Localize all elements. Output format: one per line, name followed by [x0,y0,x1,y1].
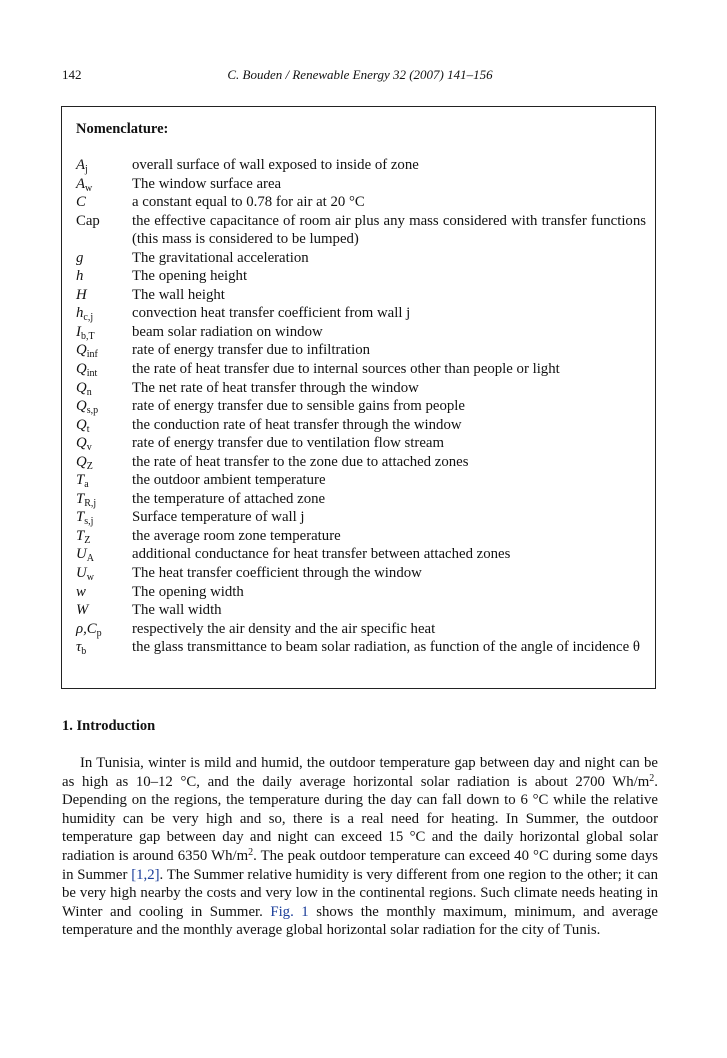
nomenclature-description: rate of energy transfer due to infiltration [132,342,371,359]
nomenclature-symbol [76,416,132,435]
nomenclature-row [76,193,646,212]
nomenclature-symbol [76,453,132,472]
nomenclature-symbol [76,508,132,527]
nomenclature-symbol [76,286,132,305]
nomenclature-row [76,583,646,602]
symbol-subscript: inf [86,349,98,361]
introduction-paragraph [62,754,658,940]
intro-text: . Depending on the regions, the temperature during the day can fall down to 6 °C while the relative humidity can be very high and so, there is a real need for heating. In Summer, the outdoor temperature gap between day and night can exceed 15 °C and the daily horizontal global solar radiation is around 6350 Wh/m [62,773,658,864]
nomenclature-symbol [76,360,132,379]
nomenclature-title: Nomenclature: [76,121,169,137]
symbol-subscript: s,p [86,405,99,417]
nomenclature-symbol [76,601,132,620]
nomenclature-row [76,564,646,583]
symbol-subscript: a [84,479,89,491]
nomenclature-description: additional conductance for heat transfer between attached zones [132,546,511,563]
nomenclature-description: the rate of heat transfer due to internal sources other than people or light [132,361,560,378]
symbol-subscript: v [86,442,92,454]
nomenclature-symbol [76,397,132,416]
nomenclature-description: respectively the air density and the air specific heat [132,620,436,637]
nomenclature-symbol [76,323,132,342]
nomenclature-symbol [76,434,132,453]
page-header [62,67,658,85]
nomenclature-symbol [76,638,132,657]
symbol-base: T [76,490,85,507]
nomenclature-description: overall surface of wall exposed to inside of zone [132,157,419,173]
symbol-base: A [76,175,86,192]
nomenclature-description: the outdoor ambient temperature [132,472,326,489]
nomenclature-symbol [76,193,132,212]
nomenclature-row [76,453,646,472]
intro-text: . The Summer relative humidity is very different from one region to the other; it can be very high nearby the costs and very low in the continental regions. Such climate needs heating in Winter and cooling in Summer. [62,866,658,920]
nomenclature-row [76,249,646,268]
symbol-subscript: A [86,553,94,565]
nomenclature-symbol [76,620,132,639]
symbol-base: Q [76,342,87,359]
nomenclature-description: the rate of heat transfer to the zone due to attached zones [132,453,469,470]
symbol-subscript: t [86,423,90,435]
symbol-subscript: c,j [83,312,94,324]
nomenclature-row [76,379,646,398]
nomenclature-row [76,601,646,620]
symbol-base: W [76,602,89,619]
nomenclature-row [76,527,646,546]
nomenclature-row [76,212,646,249]
nomenclature-description: the average room zone temperature [132,527,341,544]
symbol-base: Q [76,453,87,470]
nomenclature-description: rate of energy transfer due to ventilation flow stream [132,435,444,452]
nomenclature-symbol [76,175,132,194]
symbol-subscript: p [96,627,102,639]
symbol-subscript: int [86,368,98,380]
nomenclature-row [76,434,646,453]
nomenclature-row [76,397,646,416]
symbol-base: C [76,194,86,211]
section-title: 1. Introduction [62,718,156,734]
symbol-base: Q [76,416,87,433]
nomenclature-row [76,175,646,194]
intro-text: shows the monthly maximum, minimum, and average temperature and the monthly average global horizontal solar radiation for the city of Tunis. [62,903,658,939]
symbol-subscript: n [86,386,92,398]
nomenclature-row [76,471,646,490]
symbol-subscript: w [86,572,94,584]
nomenclature-row [76,360,646,379]
nomenclature-row [76,323,646,342]
nomenclature-symbol [76,212,132,249]
nomenclature-description: the glass transmittance to beam solar radiation, as function of the angle of incidence θ [132,639,640,656]
symbol-subscript: Z [84,534,91,546]
symbol-subscript: s,j [84,516,94,528]
nomenclature-description: a constant equal to 0.78 for air at 20 °C [132,194,365,211]
nomenclature-description: The window surface area [132,175,282,192]
symbol-base: h [76,268,84,285]
nomenclature-row [76,490,646,509]
nomenclature-description: the conduction rate of heat transfer through the window [132,416,462,433]
running-head: C. Bouden / Renewable Energy 32 (2007) 141–156 [227,67,493,82]
nomenclature-description: The heat transfer coefficient through the window [132,565,422,582]
figure-link[interactable]: Fig. 1 [270,903,309,920]
superscript: 2 [649,772,655,784]
nomenclature-row [76,545,646,564]
symbol-base: I [76,323,81,340]
nomenclature-symbol [76,564,132,583]
symbol-base: h [76,305,84,322]
symbol-base: g [76,249,84,266]
nomenclature-symbol [76,490,132,509]
symbol-base: Q [76,398,87,415]
intro-text: In Tunisia, winter is mild and humid, the outdoor temperature gap between day and night can be as high as 10–12 °C, and the daily average horizontal solar radiation is about 2700 Wh/m [62,755,658,790]
nomenclature-symbol [76,379,132,398]
nomenclature-description: The wall height [132,286,225,303]
nomenclature-row [76,267,646,286]
nomenclature-row [76,416,646,435]
symbol-base: Q [76,379,87,396]
nomenclature-symbol [76,527,132,546]
reference-link[interactable]: [1,2] [131,866,160,883]
nomenclature-row [76,508,646,527]
nomenclature-box [61,106,656,689]
nomenclature-description: rate of energy transfer due to sensible gains from people [132,398,465,415]
page-number: 142 [62,67,82,82]
symbol-base: T [76,509,85,526]
nomenclature-description: The wall width [132,602,222,619]
symbol-subscript: j [85,164,88,175]
nomenclature-symbol [76,583,132,602]
symbol-base: Q [76,435,87,452]
nomenclature-description: the effective capacitance of room air plus any mass considered with transfer functions (this mass is considered to be lumped) [132,212,646,248]
symbol-base: U [76,565,87,582]
nomenclature-description: The gravitational acceleration [132,249,309,266]
nomenclature-symbol [76,545,132,564]
nomenclature-symbol [76,304,132,323]
nomenclature-symbol [76,156,132,175]
nomenclature-description: convection heat transfer coefficient from wall j [132,305,411,322]
nomenclature-row [76,156,646,175]
nomenclature-row [76,620,646,639]
nomenclature-list [76,156,646,657]
nomenclature-description: The opening width [132,583,244,600]
symbol-subscript: Z [86,460,93,472]
nomenclature-description: beam solar radiation on window [132,323,323,340]
symbol-subscript: w [85,182,93,194]
nomenclature-row [76,286,646,305]
symbol-base: H [76,286,87,303]
symbol-base: ρ,C [76,620,97,637]
nomenclature-description: the temperature of attached zone [132,490,326,507]
nomenclature-symbol [76,267,132,286]
symbol-base: T [76,527,85,544]
symbol-base: w [76,583,86,600]
nomenclature-description: The net rate of heat transfer through the window [132,379,419,396]
nomenclature-description: The opening height [132,268,248,285]
symbol-base: U [76,546,87,563]
nomenclature-description: Surface temperature of wall j [132,509,305,526]
symbol-base: Q [76,361,87,378]
symbol-base: τ [76,639,82,656]
symbol-base: A [76,157,86,173]
nomenclature-row [76,304,646,323]
symbol-base: T [76,472,85,489]
superscript: 2 [248,846,254,858]
nomenclature-symbol [76,341,132,360]
symbol-subscript: b,T [80,330,95,342]
nomenclature-symbol [76,249,132,268]
symbol-subscript: R,j [84,497,97,509]
nomenclature-row [76,638,646,657]
nomenclature-symbol [76,471,132,490]
nomenclature-row [76,341,646,360]
intro-text: . The peak outdoor temperature can exceed 40 °C during some days in Summer [62,847,658,883]
symbol-subscript: b [81,646,87,658]
symbol-base: Cap [76,212,100,229]
